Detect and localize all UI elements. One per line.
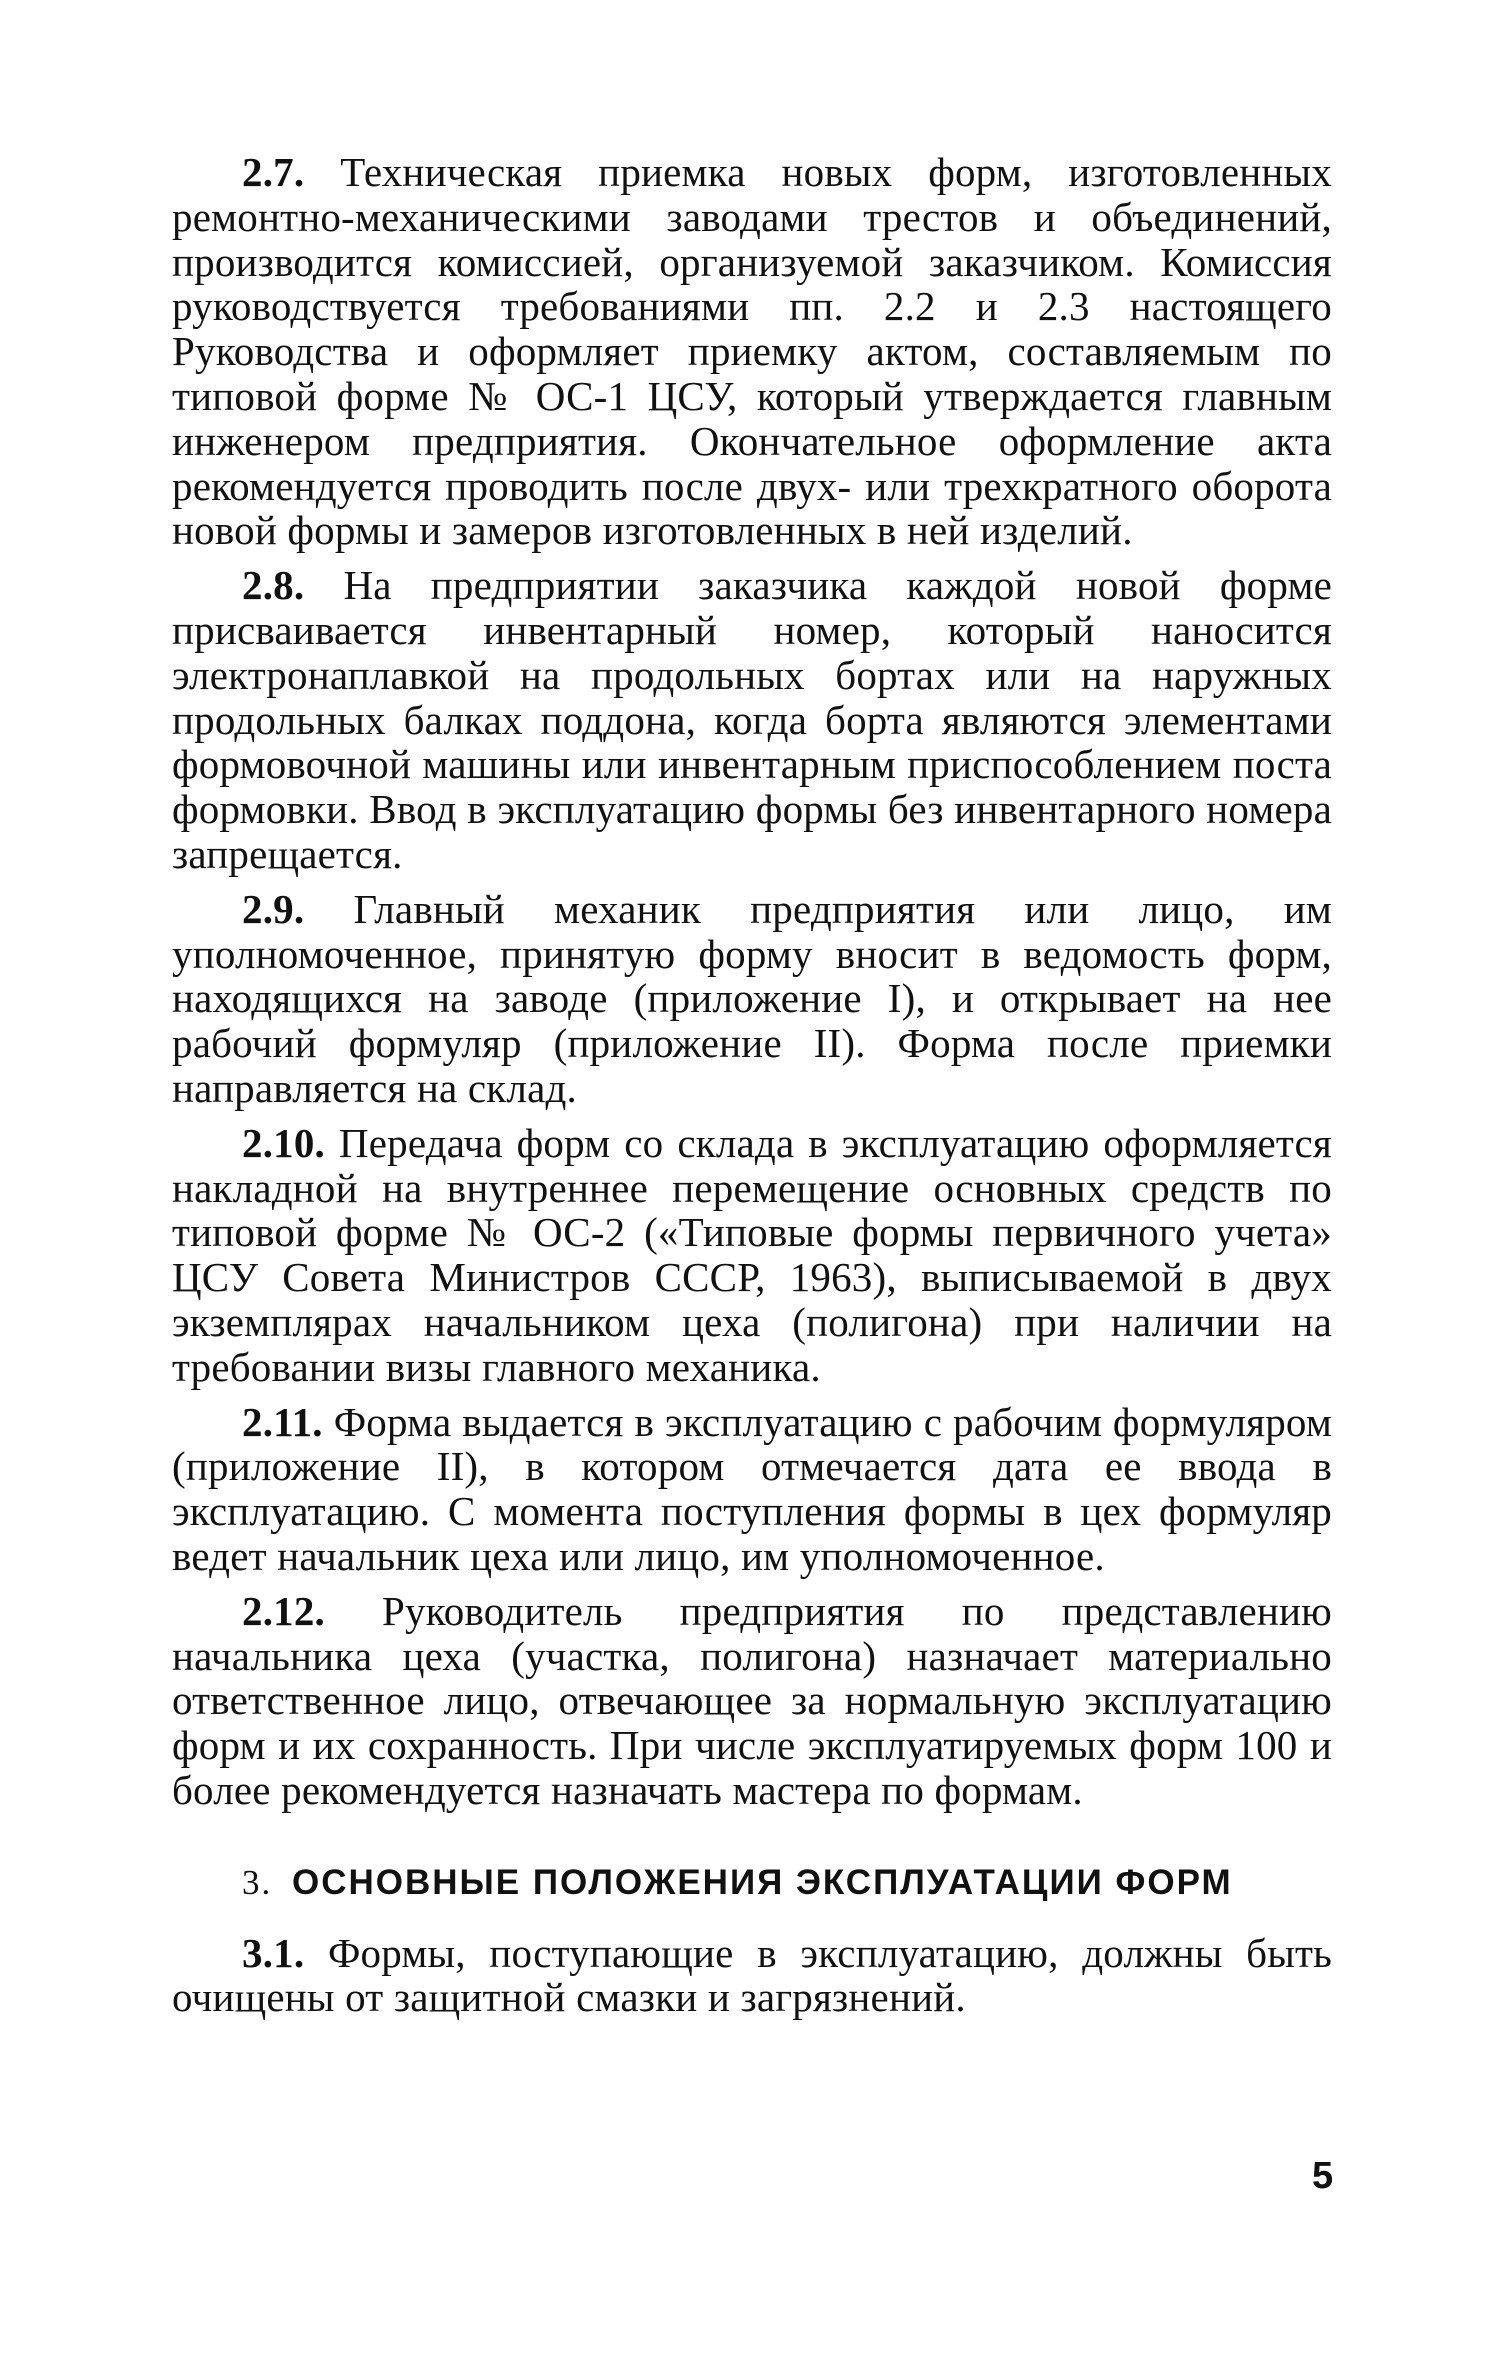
paragraph-text: Техническая приемка новых форм, изготовленных ремонтно-механическими заводами трестов и объединений, производится комиссией, организуемой заказчиком. Комиссия руководствуется требованиями пп. 2.2 и 2.3 настоящего Руководства и оформляет приемку актом, составляемым по типовой форме № ОС-1 ЦСУ, который утверждается главным инженером предприятия. Окончательное оформление акта рекомендуется проводить после двух- или трехкратного оборота новой формы и замеров изготовленных в ней изделий. xyxy=(172,149,1332,554)
section-title: ОСНОВНЫЕ ПОЛОЖЕНИЯ ЭКСПЛУАТАЦИИ ФОРМ xyxy=(291,1862,1233,1902)
paragraph-text: Главный механик предприятия или лицо, им уполномоченное, принятую форму вносит в ведомость форм, находящихся на заводе (приложение I), и открывает на нее рабочий формуляр (приложение II). Форма после приемки направляется на склад. xyxy=(172,885,1332,1111)
paragraph-number: 2.12. xyxy=(242,1587,325,1634)
paragraph-number: 2.11. xyxy=(242,1398,323,1445)
paragraph-text: Передача форм со склада в эксплуатацию оформляется накладной на внутреннее перемещение основных средств по типовой форме № ОС-2 («Типовые формы первичного учета» ЦСУ Совета Министров СССР, 1963), выписываемой в двух экземплярах начальником цеха (полигона) при наличии на требовании визы главного механика. xyxy=(172,1119,1332,1390)
paragraph-text: Руководитель предприятия по представлению начальника цеха (участка, полигона) назначает материально ответственное лицо, отвечающее за нормальную эксплуатацию форм и их сохранность. При числе эксплуатируемых форм 100 и более рекомендуется назначать мастера по формам. xyxy=(172,1587,1332,1813)
page-number: 5 xyxy=(1312,2155,1334,2197)
section-number: 3. xyxy=(242,1862,273,1902)
paragraph-number: 2.10. xyxy=(242,1119,325,1166)
paragraph-2-7 xyxy=(172,150,1332,553)
paragraph-number: 2.8. xyxy=(242,562,305,609)
paragraph-2-10 xyxy=(172,1121,1332,1390)
paragraph-number: 2.9. xyxy=(242,885,305,932)
paragraph-3-1 xyxy=(172,1931,1332,2021)
paragraph-number: 3.1. xyxy=(242,1929,305,1976)
document-page xyxy=(172,150,1332,2030)
paragraph-number: 2.7. xyxy=(242,149,305,195)
paragraph-2-11 xyxy=(172,1400,1332,1579)
paragraph-text: Формы, поступающие в эксплуатацию, должны быть очищены от защитной смазки и загрязнений. xyxy=(172,1929,1332,2021)
section-heading xyxy=(242,1861,1332,1905)
paragraph-2-9 xyxy=(172,887,1332,1111)
paragraph-text: Форма выдается в эксплуатацию с рабочим формуляром (приложение II), в котором отмечается дата ее ввода в эксплуатацию. С момента поступления формы в цех формуляр ведет начальник цеха или лицо, им уполномоченное. xyxy=(172,1398,1332,1579)
paragraph-2-12 xyxy=(172,1589,1332,1813)
paragraph-2-8 xyxy=(172,563,1332,877)
paragraph-text: На предприятии заказчика каждой новой форме присваивается инвентарный номер, который наносится электронаплавкой на продольных бортах или на наружных продольных балках поддона, когда борта являются элементами формовочной машины или инвентарным приспособлением поста формовки. Ввод в эксплуатацию формы без инвентарного номера запрещается. xyxy=(172,562,1333,877)
